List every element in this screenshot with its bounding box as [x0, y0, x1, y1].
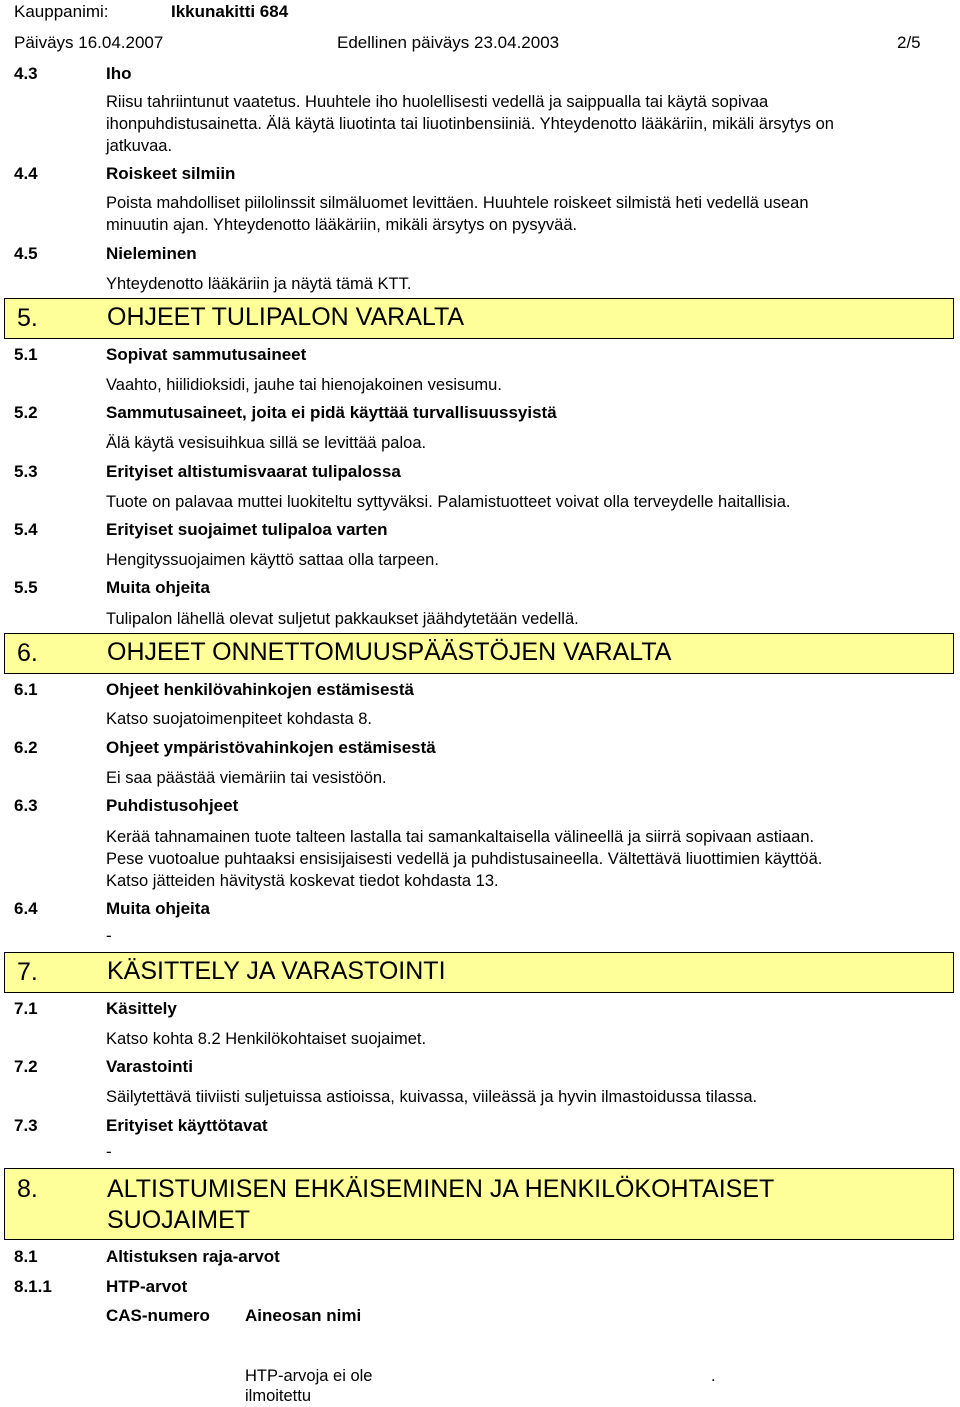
section-number: 5.2: [14, 403, 38, 422]
section-title: Erityiset suojaimet tulipaloa varten: [106, 520, 388, 539]
body-line: Pese vuotoalue puhtaaksi ensisijaisesti vedellä ja puhdistusaineella. Vältettävä liuottimien käyttöä.: [106, 850, 823, 868]
body-text: Yhteydenotto lääkäriin ja näytä tämä KTT.: [106, 275, 412, 293]
section-number: 6.1: [14, 680, 38, 699]
body-text: Älä käytä vesisuihkua sillä se levittää paloa.: [106, 434, 427, 452]
section-title: Erityiset altistumisvaarat tulipalossa: [106, 462, 401, 481]
section-number: 5.4: [14, 520, 38, 539]
section-number: 7.1: [14, 999, 38, 1018]
body-line: minuutin ajan. Yhteydenotto lääkäriin, mikäli ärsytys on pysyvää.: [106, 216, 578, 234]
table-cell-text: HTP-arvoja ei ole: [245, 1367, 373, 1385]
table-header-name: Aineosan nimi: [245, 1306, 362, 1325]
body-text: -: [106, 1142, 112, 1161]
section-band: [4, 633, 954, 674]
band-title: KÄSITTELY JA VARASTOINTI: [107, 957, 446, 985]
body-text: Vaahto, hiilidioksidi, jauhe tai hienojakoinen vesisumu.: [106, 376, 502, 394]
body-text: -: [106, 926, 112, 945]
band-title-line-1: ALTISTUMISEN EHKÄISEMINEN JA HENKILÖKOHTAISET: [107, 1175, 775, 1203]
section-number: 8.1: [14, 1247, 38, 1266]
section-title: Nieleminen: [106, 244, 197, 263]
body-text: Tuote on palavaa muttei luokiteltu syttyväksi. Palamistuotteet voivat olla terveydelle haitallisia.: [106, 493, 791, 511]
body-line: Poista mahdolliset piilolinssit silmäluomet levittäen. Huuhtele roiskeet silmistä heti vedellä usean: [106, 194, 809, 212]
section-number: 8.1.1: [14, 1277, 52, 1296]
section-title: Altistuksen raja-arvot: [106, 1247, 280, 1266]
trade-name: Ikkunakitti 684: [171, 2, 289, 21]
section-title: Iho: [106, 64, 132, 83]
band-number: 5.: [17, 304, 38, 332]
band-title: OHJEET TULIPALON VARALTA: [107, 303, 465, 331]
section-title: Erityiset käyttötavat: [106, 1116, 268, 1135]
table-cell-text: ilmoitettu: [245, 1387, 312, 1405]
section-number: 5.1: [14, 345, 38, 364]
band-title: OHJEET ONNETTOMUUSPÄÄSTÖJEN VARALTA: [107, 638, 672, 666]
section-title: Roiskeet silmiin: [106, 164, 236, 183]
section-title: Ohjeet henkilövahinkojen estämisestä: [106, 680, 415, 699]
previous-date: Edellinen päiväys 23.04.2003: [337, 33, 560, 52]
section-number: 6.3: [14, 796, 38, 815]
body-line: Katso jätteiden hävitystä koskevat tiedot kohdasta 13.: [106, 872, 499, 890]
trade-name-label: Kauppanimi:: [14, 2, 109, 21]
band-title-line-2: SUOJAIMET: [107, 1206, 251, 1234]
band-number: 7.: [17, 958, 38, 986]
body-line: ihonpuhdistusainetta. Älä käytä liuotinta tai liuotinbensiiniä. Yhteydenotto lääkäriin, mikäli ärsytys on: [106, 115, 834, 133]
section-title: Sammutusaineet, joita ei pidä käyttää turvallisuussyistä: [106, 403, 557, 422]
page-number: 2/5: [897, 33, 921, 52]
section-title: Ohjeet ympäristövahinkojen estämisestä: [106, 738, 436, 757]
body-text: Tulipalon lähellä olevat suljetut pakkaukset jäähdytetään vedellä.: [106, 610, 579, 628]
body-text: Hengityssuojaimen käyttö sattaa olla tarpeen.: [106, 551, 439, 569]
section-band: [4, 1168, 954, 1240]
band-number: 8.: [17, 1175, 38, 1203]
body-text: Ei saa päästää viemäriin tai vesistöön.: [106, 769, 387, 787]
section-number: 4.3: [14, 64, 38, 83]
section-number: 7.2: [14, 1057, 38, 1076]
section-number: 6.4: [14, 899, 38, 918]
table-header-cas: CAS-numero: [106, 1306, 210, 1325]
body-line: Riisu tahriintunut vaatetus. Huuhtele iho huolellisesti vedellä ja saippualla tai käytä sopivaa: [106, 93, 769, 111]
section-band: [4, 952, 954, 993]
section-number: 5.5: [14, 578, 38, 597]
section-title: Varastointi: [106, 1057, 193, 1076]
section-number: 6.2: [14, 738, 38, 757]
section-title: Muita ohjeita: [106, 899, 210, 918]
section-number: 5.3: [14, 462, 38, 481]
body-line: jatkuvaa.: [106, 137, 173, 155]
section-number: 4.4: [14, 164, 38, 183]
section-title: Puhdistusohjeet: [106, 796, 239, 815]
section-title: HTP-arvot: [106, 1277, 188, 1296]
section-number: 4.5: [14, 244, 38, 263]
body-text: Katso kohta 8.2 Henkilökohtaiset suojaimet.: [106, 1030, 427, 1048]
section-title: Sopivat sammutusaineet: [106, 345, 307, 364]
body-text: Katso suojatoimenpiteet kohdasta 8.: [106, 710, 373, 728]
body-text: Säilytettävä tiiviisti suljetuissa astioissa, kuivassa, viileässä ja hyvin ilmastoidussa tilassa.: [106, 1088, 758, 1106]
table-cell-dot: .: [711, 1367, 716, 1385]
section-title: Muita ohjeita: [106, 578, 210, 597]
section-band: [4, 298, 954, 339]
document-date: Päiväys 16.04.2007: [14, 33, 164, 52]
band-number: 6.: [17, 639, 38, 667]
body-line: Kerää tahnamainen tuote talteen lastalla tai samankaltaisella välineellä ja siirrä sopivaan astiaan.: [106, 828, 815, 846]
section-number: 7.3: [14, 1116, 38, 1135]
section-title: Käsittely: [106, 999, 177, 1018]
